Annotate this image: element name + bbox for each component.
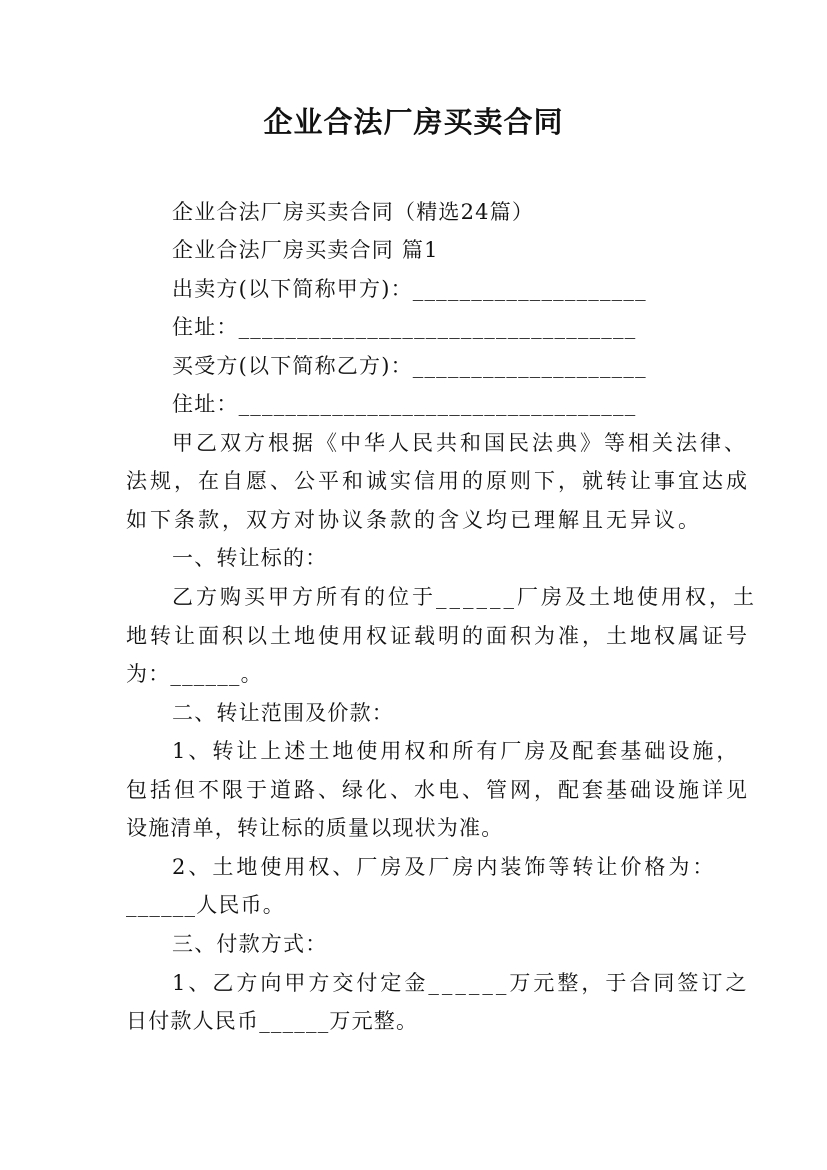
seller-line: 出卖方(以下简称甲方)：____________________ [172,277,647,301]
buyer-address-line: 住址：__________________________________ [172,392,637,416]
section-heading-line: 企业合法厂房买卖合同 篇1 [172,238,439,262]
seller-address-line: 住址：__________________________________ [172,315,637,339]
clause-heading: 一、转让标的： [172,546,328,570]
paragraph-line: 2、土地使用权、厂房及厂房内装饰等转让价格为： [172,855,717,879]
paragraph-line: 地转让面积以土地使用权证载明的面积为准，土地权属证号 [126,624,750,648]
document-title: 企业合法厂房买卖合同 [263,105,564,139]
clause-heading: 二、转让范围及价款： [172,701,394,725]
paragraph-line: 日付款人民币______万元整。 [126,1009,419,1033]
paragraph-line: 1、转让上述土地使用权和所有厂房及配套基础设施， [172,739,741,763]
clause-heading: 三、付款方式： [172,932,328,956]
paragraph-line: 包括但不限于道路、绿化、水电、管网，配套基础设施详见 [126,778,750,802]
paragraph-line: 1、乙方向甲方交付定金______万元整，于合同签订之 [172,971,750,995]
paragraph-line: 乙方购买甲方所有的位于______厂房及土地使用权，土 [172,585,757,609]
paragraph-line: ______人民币。 [126,893,285,917]
paragraph-line: 为：______。 [126,662,263,686]
paragraph-line: 如下条款，双方对协议条款的含义均已理解且无异议。 [126,508,702,532]
paragraph-line: 甲乙双方根据《中华人民共和国民法典》等相关法律、 [172,431,748,455]
paragraph-line: 设施清单，转让标的质量以现状为准。 [126,816,504,840]
paragraph-line: 法规，在自愿、公平和诚实信用的原则下，就转让事宜达成 [126,469,750,493]
subtitle-line: 企业合法厂房买卖合同（精选24篇） [172,200,535,224]
buyer-line: 买受方(以下简称乙方)：____________________ [172,354,647,378]
